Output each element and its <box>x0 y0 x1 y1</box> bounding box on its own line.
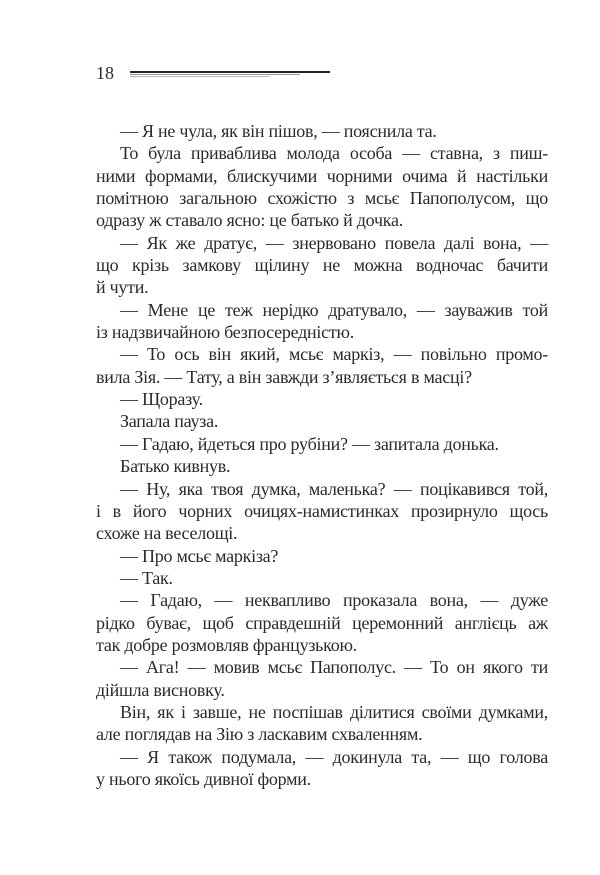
text-line: у нього якоїсь дивної форми. <box>96 768 311 789</box>
paragraph <box>96 299 548 344</box>
paragraph <box>96 142 548 231</box>
text-line: — То ось він який, мсьє маркіз, — повільно промо- <box>120 344 548 365</box>
paragraph <box>96 410 548 432</box>
paragraph <box>96 656 548 701</box>
text-line: — Так. <box>120 567 173 588</box>
header-rule <box>130 76 270 77</box>
text-line: То була приваблива молода особа — ставна, з пиш- <box>120 143 548 164</box>
text-line: помітною загальною схожістю з мсьє Папополусом, що <box>96 188 548 209</box>
paragraph <box>96 455 548 477</box>
text-line: й чути. <box>96 277 149 298</box>
text-line: одразу ж ставало ясно: це батько й дочка. <box>96 210 403 231</box>
text-line: Батько кивнув. <box>120 456 231 477</box>
text-line: вила Зія. — Тату, а він завжди з’являється в масці? <box>96 366 472 387</box>
paragraph <box>96 343 548 388</box>
header-rule <box>130 74 300 75</box>
paragraph <box>96 589 548 656</box>
text-line: ними формами, блискучими чорними очима й настільки <box>96 165 548 186</box>
text-line: — Як же дратує, — знервовано повела далі вона, — <box>120 232 548 253</box>
body-text <box>96 120 548 790</box>
paragraph <box>96 567 548 589</box>
paragraph <box>96 120 548 142</box>
text-line: рідко буває, щоб справдешній церемонний англієць аж <box>96 612 548 633</box>
paragraph <box>96 232 548 299</box>
header-rule <box>130 71 330 73</box>
text-line: так добре розмовляв французькою. <box>96 634 357 655</box>
page-number: 18 <box>96 63 114 83</box>
text-line: — Ну, яка твоя думка, маленька? — поцікавився той, <box>120 478 548 499</box>
text-line: — Мене це теж нерідко дратувало, — зауважив той <box>120 299 548 320</box>
text-line: схоже на веселощі. <box>96 523 238 544</box>
text-line: дійшла висновку. <box>96 679 225 700</box>
paragraph <box>96 478 548 545</box>
text-line: — Я також подумала, — докинула та, — що голова <box>120 746 548 767</box>
text-line: — Про мсьє маркіза? <box>120 545 279 566</box>
paragraph <box>96 433 548 455</box>
text-line: Він, як і завше, не поспішав ділитися своїми думками, <box>120 701 548 722</box>
text-line: — Щоразу. <box>120 389 203 410</box>
text-line: — Ага! — мовив мсьє Папополус. — То он якого ти <box>120 657 548 678</box>
paragraph <box>96 388 548 410</box>
paragraph <box>96 701 548 746</box>
paragraph <box>96 746 548 791</box>
text-line: — Гадаю, йдеться про рубіни? — запитала донька. <box>120 433 499 454</box>
paragraph <box>96 545 548 567</box>
text-line: Запала пауза. <box>120 411 219 432</box>
text-line: із надзвичайною безпосередністю. <box>96 322 354 343</box>
text-line: — Я не чула, як він пішов, — пояснила та. <box>120 121 437 141</box>
text-line: — Гадаю, — неквапливо проказала вона, — дуже <box>120 590 548 611</box>
text-line: але поглядав на Зію з ласкавим схваленням. <box>96 724 423 745</box>
text-line: що крізь замкову щілину не можна водночас бачити <box>96 255 548 276</box>
text-line: і в його чорних очицях-намистинках прозирнуло щось <box>96 500 548 521</box>
